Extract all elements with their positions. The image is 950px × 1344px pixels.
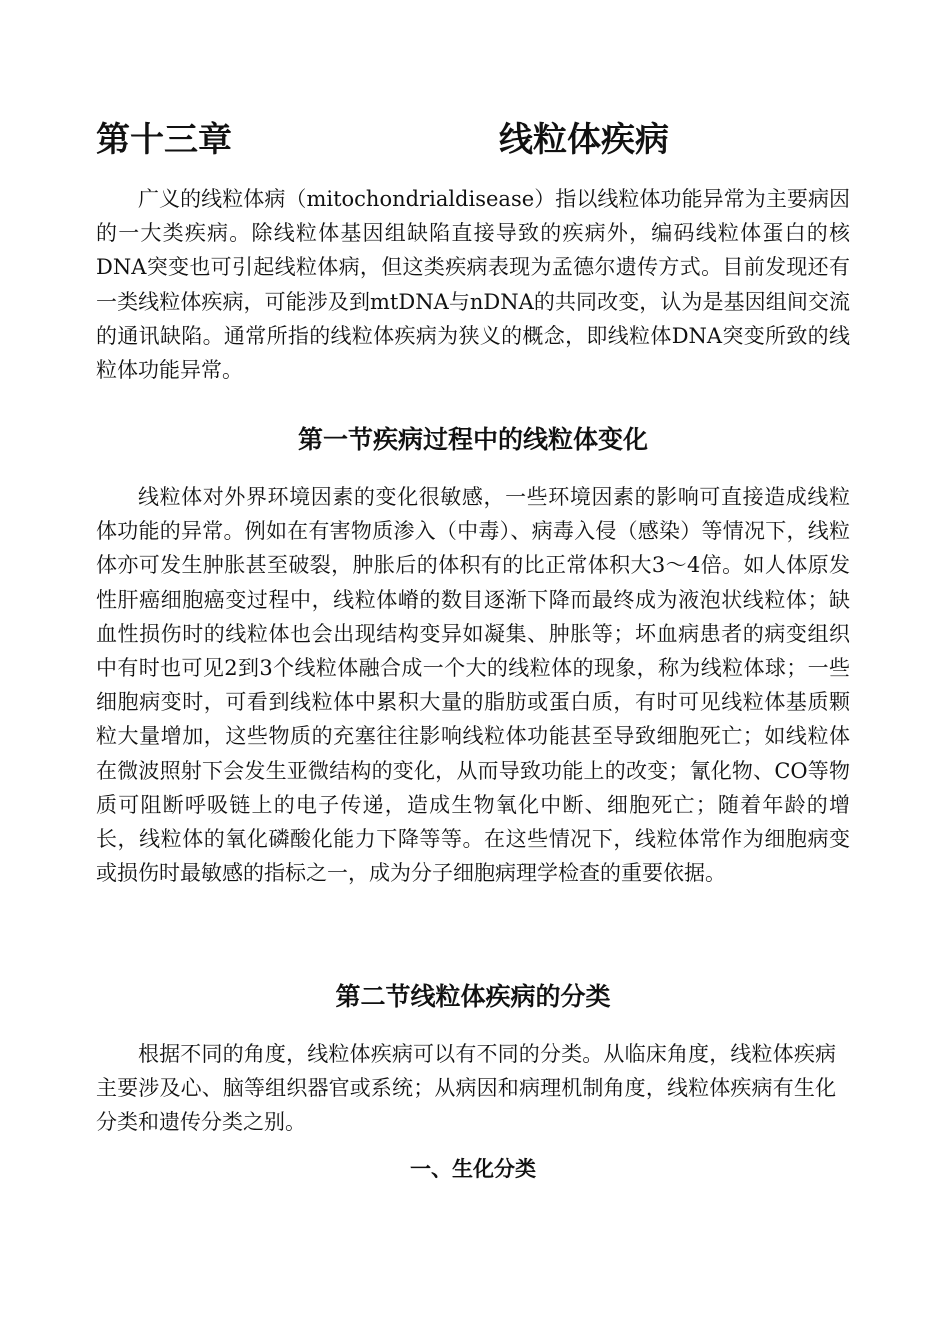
section-2-paragraph: 根据不同的角度，线粒体疾病可以有不同的分类。从临床角度，线粒体疾病主要涉及心、脑等组织器官或系统；从病因和病理机制角度，线粒体疾病有生化分类和遗传分类之别。 [96, 1042, 836, 1135]
chapter-heading [96, 110, 856, 170]
intro-paragraph: 广义的线粒体病（mitochondrialdisease）指以线粒体功能异常为主要病因的一大类疾病。除线粒体基因组缺陷直接导致的疾病外，编码线粒体蛋白的核DNA突变也可引起线粒体病，但这类疾病表现为孟德尔遗传方式。目前发现还有一类线粒体疾病，可能涉及到mtDNA与nDNA的共同改变，认为是基因组间交流的通讯缺陷。通常所指的线粒体疾病为狭义的概念，即线粒体DNA突变所致的线粒体功能异常。 [96, 187, 850, 383]
chapter-title: 线粒体疾病 [499, 120, 669, 160]
chapter-number: 第十三章 [96, 120, 232, 160]
section-2-heading: 第二节线粒体疾病的分类 [335, 982, 611, 1011]
section-1-paragraph: 线粒体对外界环境因素的变化很敏感，一些环境因素的影响可直接造成线粒体功能的异常。例如在有害物质渗入（中毒）、病毒入侵（感染）等情况下，线粒体亦可发生肿胀甚至破裂，肿胀后的体积有的比正常体积大3〜4倍。如人体原发性肝癌细胞癌变过程中，线粒体嵴的数目逐渐下降而最终成为液泡状线粒体；缺血性损伤时的线粒体也会出现结构变异如凝集、肿胀等；坏血病患者的病变组织中有时也可见2到3个线粒体融合成一个大的线粒体的现象，称为线粒体球；一些细胞病变时，可看到线粒体中累积大量的脂肪或蛋白质，有时可见线粒体基质颗粒大量增加，这些物质的充塞往往影响线粒体功能甚至导致细胞死亡；如线粒体在微波照射下会发生亚微结构的变化，从而导致功能上的改变；氰化物、CO等物质可阻断呼吸链上的电子传递，造成生物氧化中断、细胞死亡；随着年龄的增长，线粒体的氧化磷酸化能力下降等等。在这些情况下，线粒体常作为细胞病变或损伤时最敏感的指标之一，成为分子细胞病理学检查的重要依据。 [96, 485, 850, 886]
section-1-heading: 第一节疾病过程中的线粒体变化 [297, 425, 648, 454]
subsection-heading: 一、生化分类 [410, 1157, 536, 1181]
